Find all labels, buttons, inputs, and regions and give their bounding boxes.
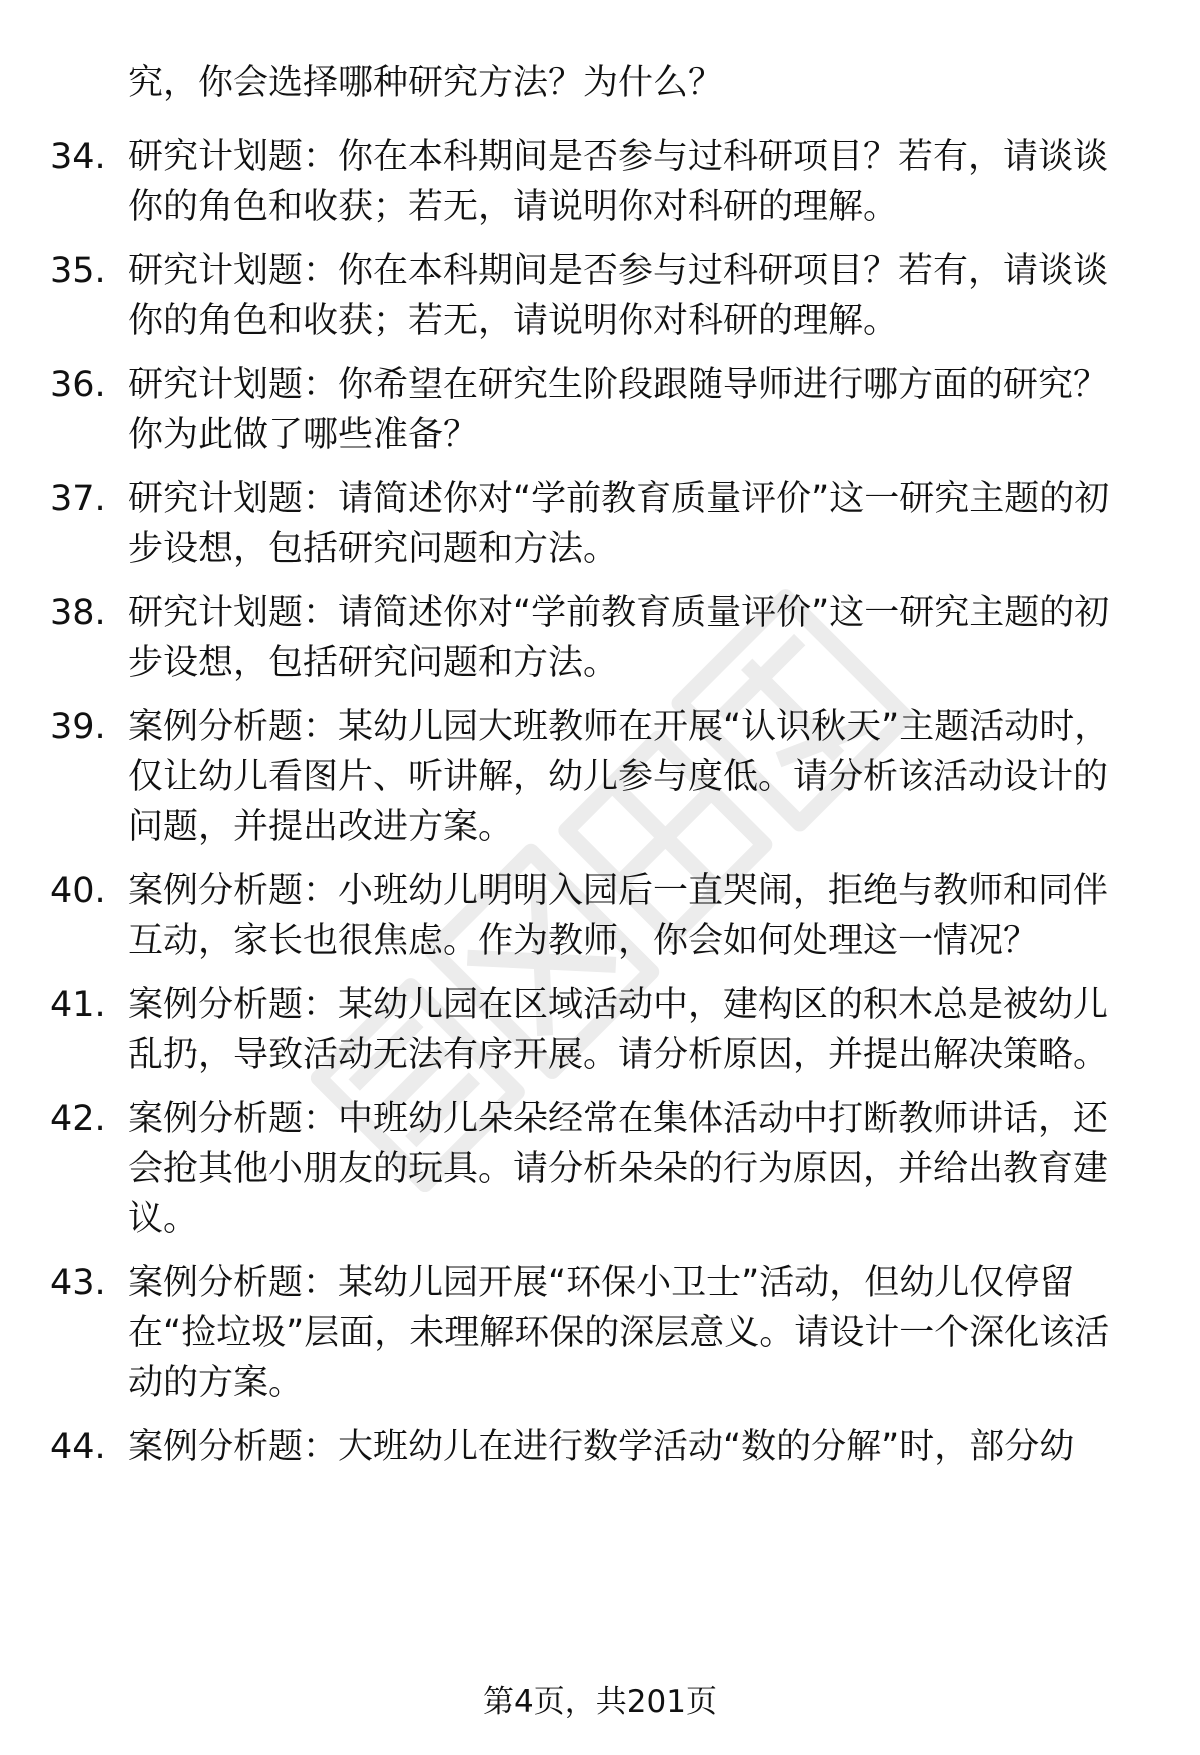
question-text: 案例分析题：某幼儿园开展“环保小卫士”活动，但幼儿仅停留在“捡垃圾”层面，未理解环保的深层意义。请设计一个深化该活动的方案。	[128, 1263, 1110, 1403]
question-number: 34.	[50, 137, 106, 177]
question-text: 案例分析题：某幼儿园在区域活动中，建构区的积木总是被幼儿乱扔，导致活动无法有序开展。请分析原因，并提出解决策略。	[128, 985, 1109, 1075]
question-item	[0, 702, 1200, 852]
question-text: 案例分析题：中班幼儿朵朵经常在集体活动中打断教师讲话，还会抢其他小朋友的玩具。请分析朵朵的行为原因，并给出教育建议。	[128, 1099, 1109, 1239]
page-footer: 第4页，共201页	[483, 1684, 717, 1720]
question-text: 研究计划题：请简述你对“学前教育质量评价”这一研究主题的初步设想，包括研究问题和方法。	[128, 479, 1110, 569]
question-item	[0, 588, 1200, 688]
question-item	[0, 132, 1200, 232]
question-text: 案例分析题：大班幼儿在进行数学活动“数的分解”时，部分幼	[128, 1427, 1075, 1467]
question-number: 35.	[50, 251, 106, 291]
question-item	[0, 1422, 1200, 1472]
question-text: 案例分析题：某幼儿园大班教师在开展“认识秋天”主题活动时，仅让幼儿看图片、听讲解，幼儿参与度低。请分析该活动设计的问题，并提出改进方案。	[128, 707, 1110, 847]
question-number: 36.	[50, 365, 106, 405]
question-number: 37.	[50, 479, 106, 519]
question-number: 44.	[50, 1427, 106, 1467]
question-number: 40.	[50, 871, 106, 911]
question-text: 研究计划题：请简述你对“学前教育质量评价”这一研究主题的初步设想，包括研究问题和方法。	[128, 593, 1110, 683]
question-number: 38.	[50, 593, 106, 633]
question-item	[0, 360, 1200, 460]
question-number: 41.	[50, 985, 106, 1025]
question-item	[0, 866, 1200, 966]
question-number: 43.	[50, 1263, 106, 1303]
question-item	[0, 980, 1200, 1080]
question-number: 39.	[50, 707, 106, 747]
question-text: 研究计划题：你希望在研究生阶段跟随导师进行哪方面的研究？你为此做了哪些准备？	[128, 365, 1109, 455]
question-item	[0, 246, 1200, 346]
question-item	[0, 1094, 1200, 1244]
question-text: 研究计划题：你在本科期间是否参与过科研项目？若有，请谈谈你的角色和收获；若无，请说明你对科研的理解。	[128, 137, 1109, 227]
question-text: 案例分析题：小班幼儿明明入园后一直哭闹，拒绝与教师和同伴互动，家长也很焦虑。作为教师，你会如何处理这一情况？	[128, 871, 1109, 961]
continuation-text: 究，你会选择哪种研究方法？为什么？	[128, 63, 724, 103]
question-item	[0, 1258, 1200, 1408]
question-text: 研究计划题：你在本科期间是否参与过科研项目？若有，请谈谈你的角色和收获；若无，请说明你对科研的理解。	[128, 251, 1109, 341]
question-item	[0, 474, 1200, 574]
question-number: 42.	[50, 1099, 106, 1139]
